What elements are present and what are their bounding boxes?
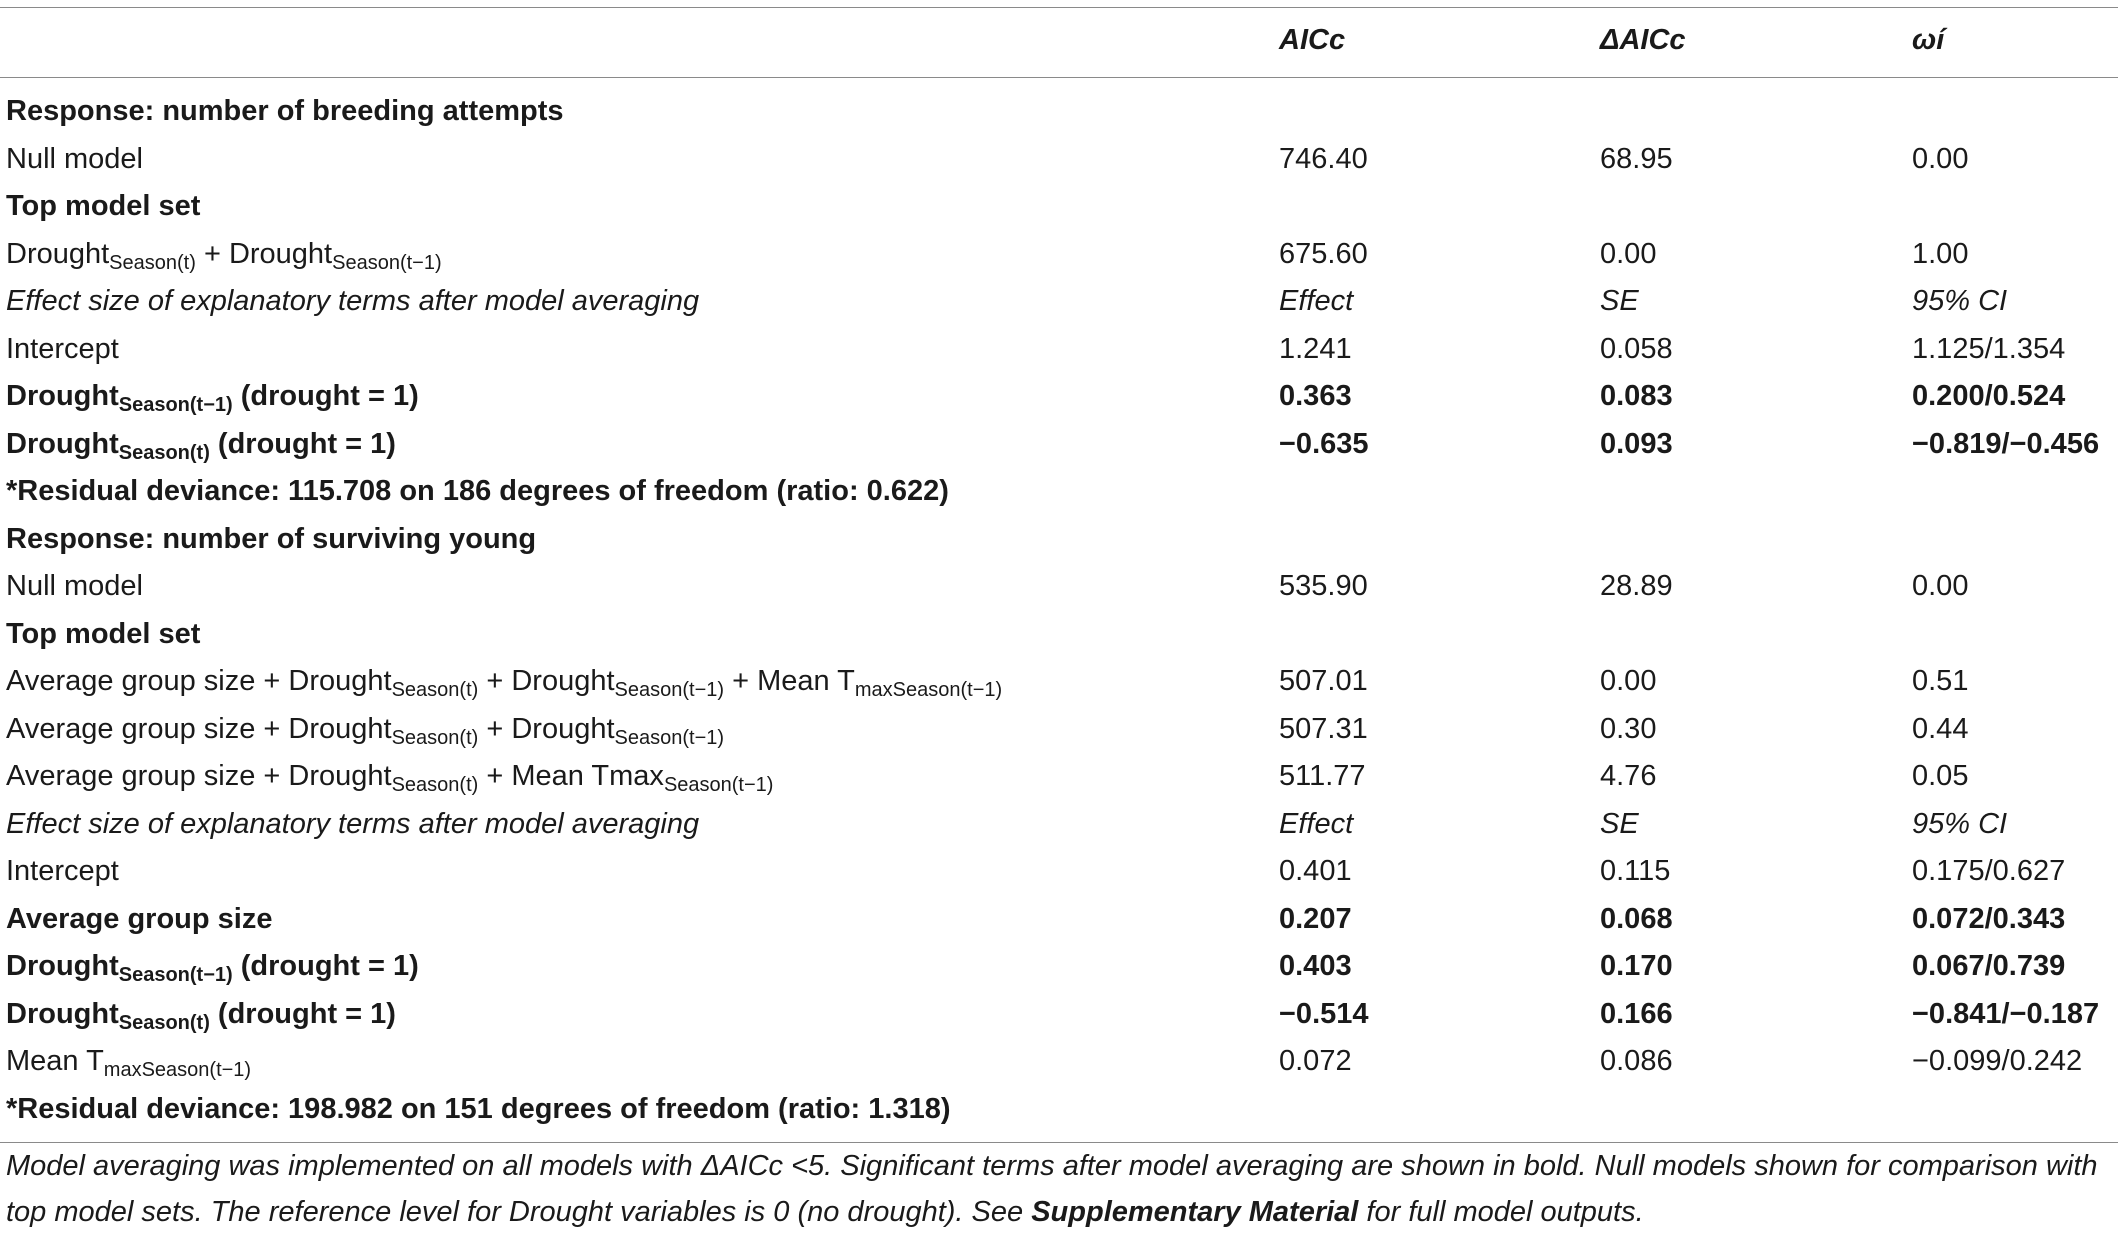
table-row (0, 373, 2118, 420)
footnote-text: Model averaging was implemented on all models with ΔAICc <5. Significant terms after model averaging are shown in bold. Null models shown for comparison with top model sets. The reference level for Drought variables is 0 (no drought). See (6, 1150, 2098, 1228)
ci-value: 0.067/0.739 (1912, 950, 2066, 982)
table-row (0, 516, 2118, 563)
row-label: Average group size + Drought$_{Season(t)}$ + Drought$_{Season(t-1)}$ + Mean $T_{maxSeason(t-1)}$ (6, 665, 1003, 701)
table-row (0, 278, 2118, 325)
header-row (0, 17, 2118, 64)
aicc-value: 511.77 (1279, 760, 1366, 792)
effect-header: Effect (1279, 808, 1354, 840)
se-value: 0.166 (1600, 998, 1673, 1030)
delta-aicc-value: 0.00 (1600, 238, 1657, 270)
row-label: Average group size (6, 903, 273, 935)
table-row (0, 183, 2118, 230)
top-rule (0, 7, 2118, 8)
delta-aicc-value: 68.95 (1600, 143, 1673, 175)
header-aicc: AICc (1279, 24, 1346, 56)
effect-value: −0.635 (1279, 428, 1369, 460)
ci-value: 0.175/0.627 (1912, 855, 2066, 887)
row-label: Effect size of explanatory terms after model averaging (6, 285, 700, 317)
table-row (0, 563, 2118, 610)
effect-value: 0.072 (1279, 1045, 1352, 1077)
residual-deviance: *Residual deviance: 115.708 on 186 degrees of freedom (ratio: 0.622) (6, 475, 949, 507)
ci-value: 0.072/0.343 (1912, 903, 2066, 935)
table-row (0, 1038, 2118, 1085)
row-label: Average group size + Drought$_{Season(t)}$ + Mean Tmax$_{Season(t-1)}$ (6, 760, 774, 796)
weight-value: 0.51 (1912, 665, 1969, 697)
table-row (0, 848, 2118, 895)
weight-value: 0.05 (1912, 760, 1969, 792)
row-label: Intercept (6, 333, 119, 365)
row-label: Null model (6, 570, 143, 602)
aicc-value: 746.40 (1279, 143, 1368, 175)
aicc-value: 675.60 (1279, 238, 1368, 270)
se-value: 0.083 (1600, 380, 1673, 412)
ci-value: −0.099/0.242 (1912, 1045, 2083, 1077)
table-row (0, 88, 2118, 135)
table-row (0, 468, 2118, 515)
ci-value: 0.200/0.524 (1912, 380, 2066, 412)
table-footnote (6, 1143, 2106, 1235)
delta-aicc-value: 0.00 (1600, 665, 1657, 697)
table-row (0, 231, 2118, 278)
effect-value: 0.363 (1279, 380, 1352, 412)
ci-header: 95% CI (1912, 285, 2008, 317)
effect-value: 1.241 (1279, 333, 1352, 365)
delta-aicc-value: 0.30 (1600, 713, 1657, 745)
row-label: Average group size + Drought$_{Season(t)}$ + Drought$_{Season(t-1)}$ (6, 713, 725, 749)
table-row (0, 326, 2118, 373)
supplementary-material-link[interactable]: Supplementary Material (1031, 1196, 1359, 1228)
ci-value: −0.819/−0.456 (1912, 428, 2100, 460)
ci-value: 1.125/1.354 (1912, 333, 2066, 365)
delta-aicc-value: 4.76 (1600, 760, 1657, 792)
table-row (0, 753, 2118, 800)
se-value: 0.086 (1600, 1045, 1673, 1077)
table-row (0, 943, 2118, 990)
row-label: Response: number of breeding attempts (6, 95, 564, 127)
aicc-value: 507.01 (1279, 665, 1368, 697)
header-rule (0, 77, 2118, 78)
se-value: 0.068 (1600, 903, 1673, 935)
weight-value: 0.44 (1912, 713, 1969, 745)
row-label: Intercept (6, 855, 119, 887)
table-row (0, 611, 2118, 658)
header-akaike-weight: ωí (1912, 24, 1945, 56)
table-row (0, 896, 2118, 943)
effect-value: 0.207 (1279, 903, 1352, 935)
footnote-text-end: for full model outputs. (1358, 1196, 1644, 1228)
effect-value: 0.403 (1279, 950, 1352, 982)
row-label: Top model set (6, 618, 201, 650)
delta-aicc-value: 28.89 (1600, 570, 1673, 602)
effect-header: Effect (1279, 285, 1354, 317)
weight-value: 0.00 (1912, 143, 1969, 175)
table-row (0, 706, 2118, 753)
se-header: SE (1600, 808, 1639, 840)
aicc-value: 507.31 (1279, 713, 1368, 745)
weight-value: 1.00 (1912, 238, 1969, 270)
table-row (0, 1086, 2118, 1133)
table-row (0, 991, 2118, 1038)
table-row (0, 421, 2118, 468)
se-value: 0.058 (1600, 333, 1673, 365)
ci-header: 95% CI (1912, 808, 2008, 840)
row-label: Null model (6, 143, 143, 175)
weight-value: 0.00 (1912, 570, 1969, 602)
row-label: Response: number of surviving young (6, 523, 537, 555)
aicc-value: 535.90 (1279, 570, 1368, 602)
se-header: SE (1600, 285, 1639, 317)
effect-value: 0.401 (1279, 855, 1352, 887)
row-label: Drought$_{Season(t)}$ (drought = 1) (6, 428, 396, 464)
ci-value: −0.841/−0.187 (1912, 998, 2100, 1030)
row-label: Mean $T_{maxSeason(t-1)}$ (6, 1045, 252, 1081)
se-value: 0.115 (1600, 855, 1671, 887)
table-row (0, 801, 2118, 848)
se-value: 0.093 (1600, 428, 1673, 460)
se-value: 0.170 (1600, 950, 1673, 982)
table-row (0, 136, 2118, 183)
row-label: Drought$_{Season(t)}$ (drought = 1) (6, 998, 396, 1034)
table-row (0, 658, 2118, 705)
effect-value: −0.514 (1279, 998, 1369, 1030)
header-delta-aicc: ΔAICc (1600, 24, 1686, 56)
row-label: Top model set (6, 190, 201, 222)
row-label: Drought$_{Season(t-1)}$ (drought = 1) (6, 950, 419, 986)
row-label: Drought$_{Season(t-1)}$ (drought = 1) (6, 380, 419, 416)
residual-deviance: *Residual deviance: 198.982 on 151 degrees of freedom (ratio: 1.318) (6, 1093, 951, 1125)
row-label: Effect size of explanatory terms after model averaging (6, 808, 700, 840)
row-label: Drought$_{Season(t)}$ + Drought$_{Season(t-1)}$ (6, 238, 442, 274)
